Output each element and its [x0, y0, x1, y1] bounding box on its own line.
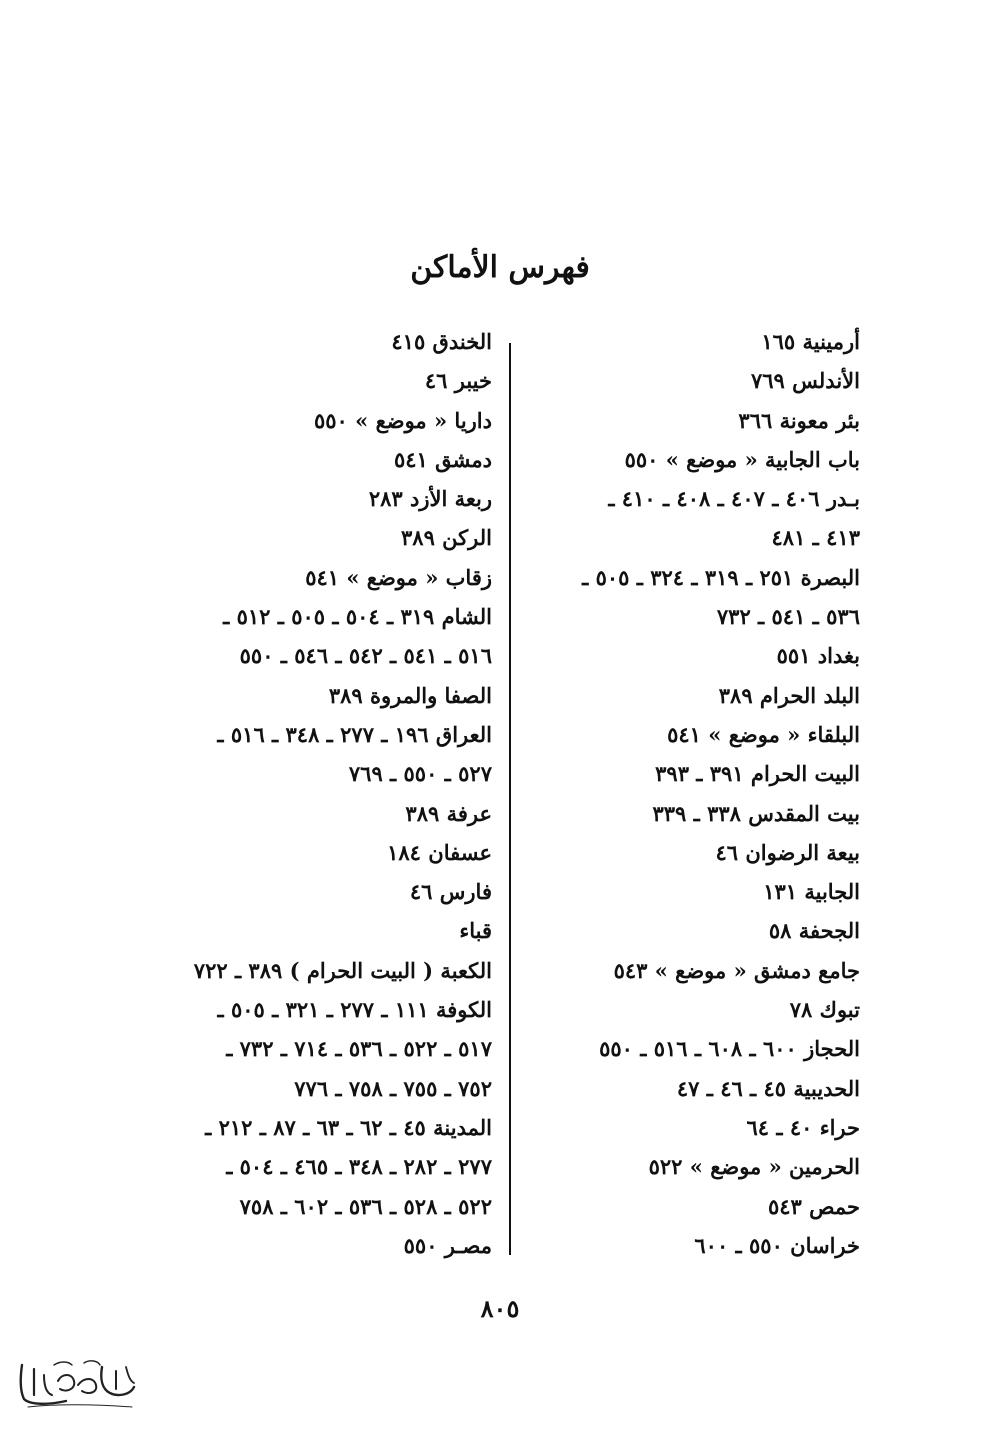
- index-entry: الحجاز ٦٠٠ ـ ٦٠٨ ـ ٥١٦ ـ ٥٥٠: [599, 1036, 860, 1062]
- index-entry: فارس ٤٦: [409, 879, 492, 905]
- page-title: فهرس الأماكن: [410, 250, 590, 285]
- index-entry: مصـر ٥٥٠: [403, 1232, 492, 1258]
- index-entry: الصفا والمروة ٣٨٩: [328, 682, 492, 708]
- index-entry: الأندلس ٧٦٩: [750, 368, 860, 394]
- index-entry: تبوك ٧٨: [789, 997, 860, 1023]
- index-entry: عسفان ١٨٤: [387, 839, 492, 865]
- index-entry: ٧٥٢ ـ ٧٥٥ ـ ٧٥٨ ـ ٧٧٦: [294, 1075, 492, 1101]
- index-entry: البلقاء « موضع » ٥٤١: [667, 721, 860, 747]
- index-entry: الكعبة ( البيت الحرام ) ٣٨٩ ـ ٧٢٢: [193, 957, 492, 983]
- index-entry: ربعة الأزد ٢٨٣: [368, 486, 492, 512]
- index-column-right: [515, 322, 860, 1265]
- index-entry: الشام ٣١٩ ـ ٥٠٤ ـ ٥٠٥ ـ ٥١٢ ـ: [223, 604, 492, 630]
- page-number: ٨٠٥: [480, 1294, 520, 1323]
- index-entry: باب الجابية « موضع » ٥٥٠: [624, 446, 860, 472]
- index-entry: الركن ٣٨٩: [401, 525, 492, 551]
- index-entry: البلد الحرام ٣٨٩: [718, 682, 860, 708]
- index-entry: الخندق ٤١٥: [391, 329, 492, 354]
- index-entry: خيبر ٤٦: [424, 368, 492, 394]
- index-entry: ٥٣٦ ـ ٥٤١ ـ ٧٣٢: [716, 604, 860, 630]
- index-entry: المدينة ٤٥ ـ ٦٢ ـ ٦٣ ـ ٨٧ ـ ٢١٢ ـ: [205, 1114, 492, 1140]
- index-entry: ٤١٣ ـ ٤٨١: [771, 525, 860, 551]
- index-entry: بئر معونة ٣٦٦: [738, 407, 860, 433]
- index-entry: ٥١٦ ـ ٥٤١ ـ ٥٤٢ ـ ٥٤٦ ـ ٥٥٠: [239, 643, 492, 669]
- calligraphy-stamp-logo: [14, 1355, 140, 1411]
- index-entry: بيعة الرضوان ٤٦: [715, 839, 860, 865]
- index-entry: جامع دمشق « موضع » ٥٤٣: [613, 957, 860, 983]
- index-entry: قباء: [459, 918, 492, 944]
- index-entry: أرمينية ١٦٥: [761, 329, 860, 354]
- index-entry: الجحفة ٥٨: [768, 918, 860, 944]
- index-entry: البيت الحرام ٣٩١ ـ ٣٩٣: [655, 761, 860, 787]
- index-entry: خراسان ٥٥٠ ـ ٦٠٠: [694, 1232, 860, 1258]
- index-entry: حراء ٤٠ ـ ٦٤: [746, 1114, 860, 1140]
- index-column-left: [137, 322, 492, 1265]
- index-entry: ٥١٧ ـ ٥٢٢ ـ ٥٣٦ ـ ٧١٤ ـ ٧٣٢ ـ: [226, 1036, 492, 1062]
- index-entry: البصرة ٢٥١ ـ ٣١٩ ـ ٣٢٤ ـ ٥٠٥ ـ: [582, 564, 860, 590]
- index-entry: الحرمين « موضع » ٥٢٢: [648, 1154, 860, 1180]
- index-entry: الحديبية ٤٥ ـ ٤٦ ـ ٤٧: [676, 1075, 860, 1101]
- column-divider: [509, 343, 511, 1255]
- index-entry: زقاب « موضع » ٥٤١: [305, 564, 492, 590]
- index-entry: العراق ١٩٦ ـ ٢٧٧ ـ ٣٤٨ ـ ٥١٦ ـ: [217, 721, 492, 747]
- index-entry: بـدر ٤٠٦ ـ ٤٠٧ ـ ٤٠٨ ـ ٤١٠ ـ: [608, 486, 860, 512]
- index-entry: ٥٢٢ ـ ٥٢٨ ـ ٥٣٦ ـ ٦٠٢ ـ ٧٥٨: [239, 1193, 492, 1219]
- index-entry: الجابية ١٣١: [763, 879, 860, 905]
- index-entry: الكوفة ١١١ ـ ٢٧٧ ـ ٣٢١ ـ ٥٠٥ ـ: [217, 997, 492, 1023]
- index-entry: ٥٢٧ ـ ٥٥٠ ـ ٧٦٩: [348, 761, 492, 787]
- index-entry: ٢٧٧ ـ ٢٨٢ ـ ٣٤٨ ـ ٤٦٥ ـ ٥٠٤ ـ: [226, 1154, 492, 1180]
- index-entry: دمشق ٥٤١: [393, 446, 492, 472]
- index-entry: بغداد ٥٥١: [776, 643, 860, 669]
- index-entry: حمص ٥٤٣: [767, 1193, 860, 1219]
- index-entry: داريا « موضع » ٥٥٠: [313, 407, 492, 433]
- index-entry: عرفة ٣٨٩: [405, 800, 492, 826]
- index-entry: بيت المقدس ٣٣٨ ـ ٣٣٩: [652, 800, 860, 826]
